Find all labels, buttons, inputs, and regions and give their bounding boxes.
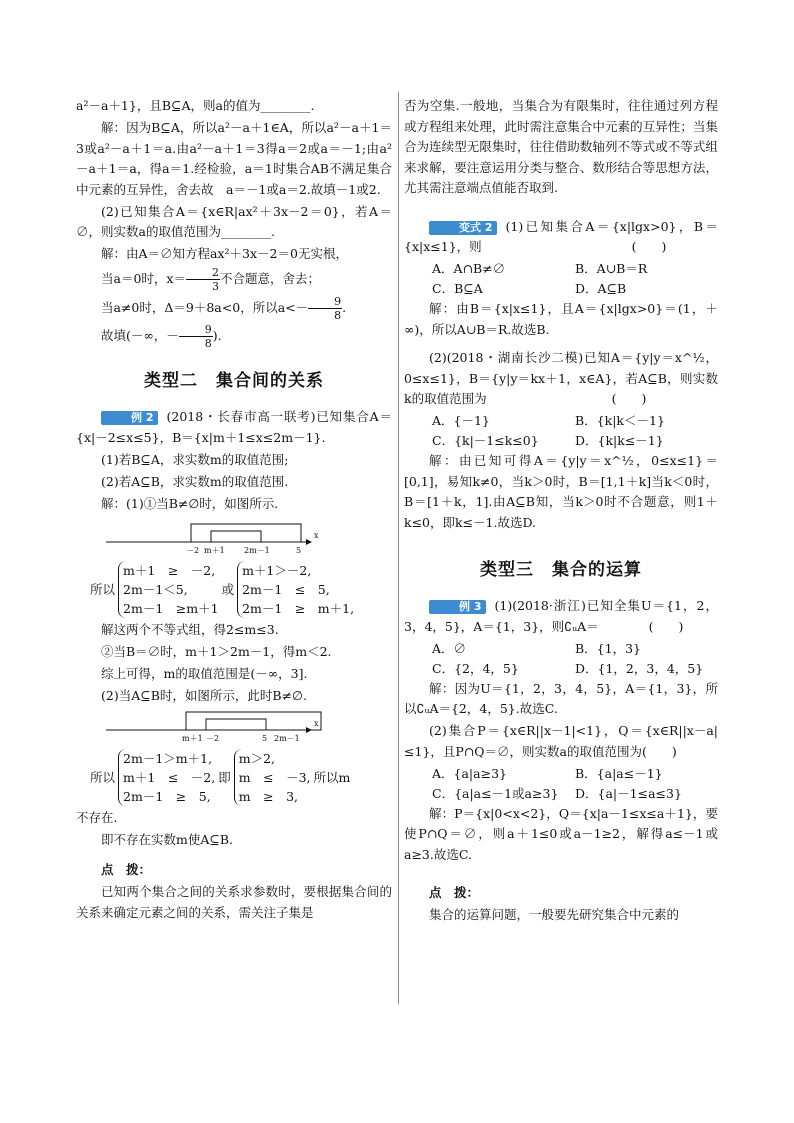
section-heading: 类型二 集合间的关系 bbox=[144, 371, 324, 391]
option: D．A⊆B bbox=[575, 281, 627, 296]
option: A．{－1} bbox=[432, 413, 490, 428]
question-text: (1)若B⊆A，求实数m的取值范围; bbox=[101, 451, 289, 467]
numerator: 9 bbox=[308, 295, 342, 309]
right-column bbox=[404, 96, 718, 927]
tip-label: 点 拨： bbox=[101, 862, 152, 877]
axis-label: m＋1 bbox=[204, 545, 225, 555]
column-divider bbox=[398, 92, 399, 1004]
question-text: (2)若A⊆B，求实数m的取值范围. bbox=[101, 473, 289, 489]
solution-text: ②当B＝∅时，m＋1＞2m－1，得m＜2. bbox=[101, 643, 332, 659]
denominator: 3 bbox=[211, 280, 219, 293]
text: 不合题意，舍去； bbox=[219, 271, 320, 286]
example-text bbox=[404, 596, 718, 637]
text: 所以m bbox=[313, 769, 351, 785]
inequality: m＋1 ≥ －2, bbox=[123, 562, 216, 578]
option: A．∅ bbox=[432, 640, 467, 656]
number-line-figure-2 bbox=[76, 708, 392, 744]
option: B．{a|a≤－1} bbox=[575, 765, 663, 781]
number-line-figure-1 bbox=[76, 516, 392, 556]
question-text: (2)集合P＝{x∈R||x－1|<1}，Q＝{x∈R||x－a|≤1}，且P∩Q＝∅，则实数a的取值范围为( ) bbox=[404, 723, 718, 759]
inequality: 2m－1＜5, bbox=[123, 581, 188, 597]
solution-text: 解：由B＝{x|x≤1}，且A＝{x|lgx>0}＝(1，＋∞)，所以A∪B＝R.故选B. bbox=[404, 301, 718, 337]
inequality: 2m－1 ≥ 5, bbox=[123, 788, 211, 804]
solution-text: (2)当A⊆B时，如图所示，此时B≠∅. bbox=[101, 687, 307, 703]
numerator: 2 bbox=[186, 266, 220, 280]
numerator: 9 bbox=[179, 323, 213, 337]
text: 故填(－∞，－ bbox=[101, 328, 179, 343]
inequality-system bbox=[237, 561, 354, 618]
solution-line bbox=[76, 295, 392, 322]
example-tag: 例 3 bbox=[429, 600, 486, 614]
text: . bbox=[342, 299, 347, 315]
solution-text: 解：P＝{x|0<x<2}，Q＝{x|a－1≤x≤a＋1}，要使P∩Q＝∅，则a＋1≤0或a－1≥2，解得a≤－1或a≥3.故选C. bbox=[404, 805, 718, 862]
text: 或 bbox=[221, 581, 235, 597]
solution-text: 解这两个不等式组，得2≤m≤3. bbox=[101, 621, 279, 637]
variant-text bbox=[404, 217, 718, 258]
options bbox=[404, 764, 718, 804]
axis-label: －2 bbox=[186, 545, 200, 555]
axis-label: 5 bbox=[296, 545, 302, 555]
options bbox=[404, 411, 718, 451]
text: (1)已知集合A＝{x|lgx>0}，B＝{x|x≤1}，则 ( ) bbox=[404, 218, 718, 254]
example-text bbox=[76, 407, 392, 448]
inequality-system bbox=[118, 749, 215, 806]
solution-text: 解：由已知可得A＝{y|y＝x^½，0≤x≤1}＝[0,1]，易知k≠0，当k＞0时，B＝[1,1＋k]当k＜0时，B＝[1＋k，1].由A⊆B知，当k＞0时不合题意，则1＋k≤0，即k≤－1.故选D. bbox=[404, 453, 718, 530]
inequality: 2m－1 ≤ 5, bbox=[242, 581, 330, 597]
solution-text: 解：由A＝∅知方程ax²＋3x－2＝0无实根， bbox=[101, 246, 348, 261]
inequality: m＋1＞－2, bbox=[242, 562, 312, 578]
option: C．{2，4，5} bbox=[432, 660, 519, 676]
variant-tag: 变式 2 bbox=[429, 221, 497, 235]
options bbox=[404, 639, 718, 679]
inequality-systems bbox=[76, 559, 392, 620]
solution-text: 解：因为U＝{1，2，3，4，5}，A＝{1，3}，所以∁ᵤA＝{2，4，5}.故选C. bbox=[404, 680, 718, 716]
fraction bbox=[186, 266, 220, 293]
tip-text: 已知两个集合之间的关系求参数时，要根据集合间的关系来确定元素之间的关系，需关注子集是 bbox=[76, 884, 392, 920]
text: 所以 bbox=[90, 769, 116, 785]
question-text: (2)(2018・湖南长沙二模)已知A＝{y|y＝x^½，0≤x≤1}，B＝{y|y＝kx＋1，x∈A}，若A⊆B，则实数k的取值范围为 ( ) bbox=[404, 350, 718, 406]
denominator: 8 bbox=[204, 337, 212, 350]
option: B．A∪B＝R bbox=[575, 261, 648, 276]
option: D．{k|k≤－1} bbox=[575, 433, 664, 448]
tip-label: 点 拨： bbox=[429, 885, 480, 900]
option: B．{k|k＜－1} bbox=[575, 413, 665, 428]
fraction bbox=[308, 295, 342, 322]
fraction bbox=[179, 323, 213, 350]
inequality-systems bbox=[76, 747, 392, 808]
tip-text: 否为空集.一般地，当集合为有限集时，往往通过列方程或方程组来处理，此时需注意集合中元素的互异性；当集合为连续型无限集时，往往借助数轴列不等式或不等式组来求解，要注意运用分类与整合、数形结合等思想方法，尤其需注意端点值能否取到. bbox=[404, 98, 718, 195]
option: A．{a|a≥3} bbox=[432, 765, 507, 781]
axis-label: 5 bbox=[262, 733, 268, 743]
text: (1)(2018·浙江)已知全集U＝{1，2，3，4，5}，A＝{1，3}，则∁ᵤA＝ ( ) bbox=[404, 598, 718, 634]
section-heading: 类型三 集合的运算 bbox=[480, 560, 642, 580]
axis-label: 2m－1 bbox=[274, 733, 300, 743]
solution-text: 不存在. bbox=[76, 809, 118, 825]
option: D．{a|－1≤a≤3} bbox=[575, 785, 682, 801]
left-column bbox=[76, 96, 392, 925]
options bbox=[404, 259, 718, 299]
axis-label: －2 bbox=[206, 733, 220, 743]
option: C．{a|a≤－1或a≥3} bbox=[432, 785, 559, 801]
inequality-system bbox=[234, 749, 311, 806]
option: A．A∩B≠∅ bbox=[432, 261, 506, 276]
option: B．{1，3} bbox=[575, 640, 641, 656]
solution-text: 即不存在实数m使A⊆B. bbox=[101, 831, 234, 847]
text: ). bbox=[212, 328, 222, 343]
tip-text: 集合的运算问题，一般要先研究集合中元素的 bbox=[429, 907, 680, 922]
text: (2018・长春市高一联考)已知集合A＝{x|－2≤x≤5}，B＝{x|m＋1≤x≤2m－1}. bbox=[76, 409, 392, 445]
inequality: m＋1 ≤ －2, bbox=[123, 769, 216, 785]
axis-label: m＋1 bbox=[182, 733, 203, 743]
inequality: 2m－1＞m＋1, bbox=[123, 750, 213, 766]
solution-line bbox=[76, 266, 392, 293]
solution-line bbox=[76, 323, 392, 350]
text: 当a＝0时，x＝ bbox=[101, 271, 186, 286]
question-text: (2)已知集合A＝{x∈R|ax²＋3x－2＝0}，若A＝∅，则实数a的取值范围为________. bbox=[76, 203, 392, 239]
inequality: m ≤ －3, bbox=[238, 769, 311, 785]
inequality: 2m－1 ≥ m＋1, bbox=[242, 600, 355, 616]
example-tag: 例 2 bbox=[101, 411, 158, 425]
axis-label: x bbox=[314, 718, 319, 728]
text: 所以 bbox=[90, 581, 116, 597]
text: 当a≠0时，Δ＝9＋8a<0，所以a<－ bbox=[101, 299, 309, 315]
axis-label: 2m－1 bbox=[244, 545, 270, 555]
option: C．{k|－1≤k≤0} bbox=[432, 433, 539, 448]
option: D．{1，2，3，4，5} bbox=[575, 660, 704, 676]
solution-text: 综上可得，m的取值范围是(－∞，3]. bbox=[101, 665, 308, 681]
denominator: 8 bbox=[334, 308, 342, 322]
inequality-system bbox=[118, 561, 219, 618]
inequality: m＞2, bbox=[238, 750, 276, 766]
solution-text: 解：(1)①当B≠∅时，如图所示. bbox=[101, 495, 279, 511]
text: 即 bbox=[218, 769, 231, 785]
axis-label: x bbox=[314, 530, 319, 540]
text-line: a²－a＋1}，且B⊆A，则a的值为________. bbox=[76, 98, 315, 113]
option: C．B⊆A bbox=[432, 281, 483, 296]
inequality: 2m－1 ≥m＋1 bbox=[123, 600, 219, 616]
inequality: m ≥ 3, bbox=[238, 788, 299, 804]
solution-text: 解：因为B⊆A，所以a²－a＋1∈A，所以a²－a＋1＝3或a²－a＋1＝a.由a²－a＋1＝3得a＝2或a＝－1;由a²－a＋1＝a，得a＝1.经检验，a＝1时集合AB不满足集合中元素的互异性，舍去故 a＝－1或a＝2.故填－1或2. bbox=[76, 120, 392, 197]
